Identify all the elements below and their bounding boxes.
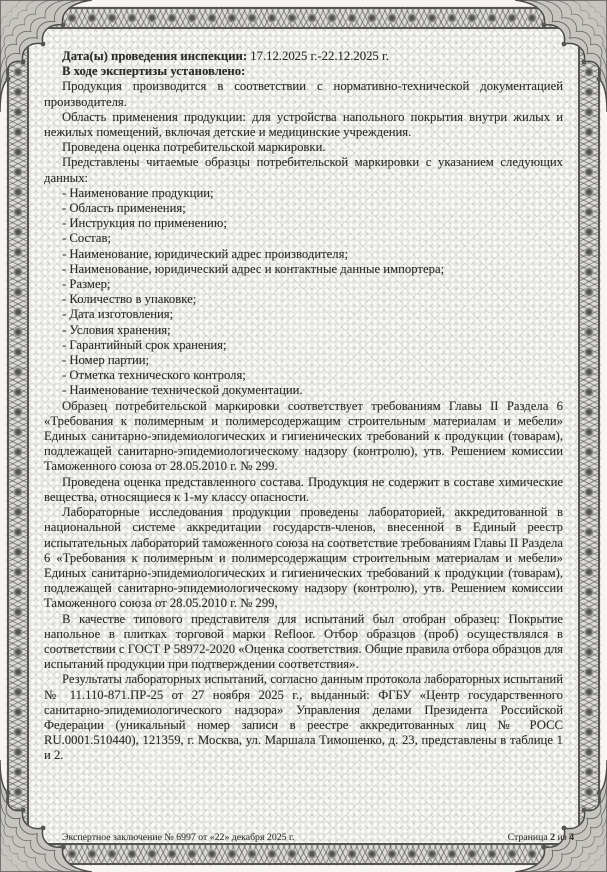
document-body [44,49,563,764]
footer-document-number: Экспертное заключение № 6997 от «22» декабря 2025 г. [62,832,295,843]
paragraph-test-results: Результаты лабораторных испытаний, согласно данным протокола лабораторных испытаний № 11.110-871.ПР-25 от 27 ноября 2025 г., выданный: ФГБУ «Центр государственного санитарно-эпидемиологического надзора» Управления делами Президента Российской Федерации (уникальный номер записи в реестре аккредитованных лиц № РОСС RU.0001.510440), 121359, г. Москва, ул. Маршала Тимошенко, д. 23, представлены в таблице 1 и 2. [44,672,563,763]
list-item: - Отметка технического контроля; [62,368,246,383]
list-item: - Наименование, юридический адрес и контактные данные импортера; [62,261,445,276]
expertise-established-heading: В ходе экспертизы установлено: [62,64,246,79]
list-item: - Наименование, юридический адрес производителя; [62,246,348,261]
list-item: - Гарантийный срок хранения; [62,337,227,352]
footer-page-indicator [508,832,574,843]
list-item: - Дата изготовления; [62,307,174,322]
paragraph-laboratory-accreditation: Лабораторные исследования продукции проведены лабораторией, аккредитованной в национальной системе аккредитации государств-членов, внесенной в Единый реестр испытательных лабораторий таможенного союза на соответствие требованиям Главы II Раздела 6 «Требования к полимерным и полимерсодержащим строительным материалам и мебели» Единых санитарно-эпидемиологических и гигиенических требований к продукции (товарам), подлежащей санитарно-эпидемиологическому надзору (контролю), утв. Решением комиссии Таможенного союза от 28.05.2010 г. № 299, [44,505,563,611]
inspection-dates-label: Дата(ы) проведения инспекции: [62,49,248,63]
list-item: - Количество в упаковке; [62,292,197,307]
paragraph-marking-samples-intro: Представлены читаемые образцы потребительской маркировки с указанием следующих данных: [44,155,563,185]
paragraph-composition-assessment: Проведена оценка представленного состава. Продукция не содержит в составе химические вещества, относящиеся к 1-му классу опасности. [44,474,563,504]
paragraph-marking-assessed: Проведена оценка потребительской маркировки. [62,140,326,155]
footer-page-word: Страница [507,832,548,843]
marking-data-list [44,186,563,399]
list-item: - Номер партии; [62,353,150,368]
page-footer [62,832,574,843]
list-item: - Область применения; [62,201,186,216]
border-top [22,7,585,29]
paragraph-marking-compliance: Образец потребительской маркировки соответствует требованиям Главы II Раздела 6 «Требования к полимерным и полимерсодержащим строительным материалам и мебели» Единых санитарно-эпидемиологических и гигиенических требований к продукции (товарам), подлежащей санитарно-эпидемиологическому надзору (контролю), утв. Решением комиссии Таможенного союза от 28.05.2010 г. № 299. [44,398,563,474]
list-item: - Состав; [62,231,111,246]
corner-ornament-bottom-left [0,760,92,872]
paragraph-sample-selection: В качестве типового представителя для испытаний был отобран образец: Покрытие напольное в плитках торговой марки Refloor. Отбор образцов (проб) осуществлялся в соответствии с ГОСТ Р 58972-2020 «Оценка соответствия. Общие правила отбора образцов для испытаний продукции при подтверждении соответствия». [44,611,563,672]
border-right [578,22,600,850]
list-item: - Наименование технической документации. [62,383,303,398]
border-left [7,22,29,850]
corner-ornament-bottom-right [515,760,607,872]
list-item: - Размер; [62,277,111,292]
border-bottom [22,843,585,865]
paragraph-production: Продукция производится в соответствии с нормативно-технической документацией производителя. [44,79,563,109]
list-item: - Инструкция по применению; [62,216,227,231]
list-item: - Условия хранения; [62,322,171,337]
footer-page-total: 4 [569,832,574,843]
footer-page-current: 2 [550,832,556,843]
inspection-dates-value: 17.12.2025 г.-22.12.2025 г. [250,49,389,63]
list-item: - Наименование продукции; [62,185,214,200]
footer-of-word: из [557,832,567,843]
inspection-dates-line [44,49,563,64]
paragraph-application-area: Область применения продукции: для устройства напольного покрытия внутри жилых и нежилых помещений, включая детские и медицинские учреждения. [44,109,563,140]
